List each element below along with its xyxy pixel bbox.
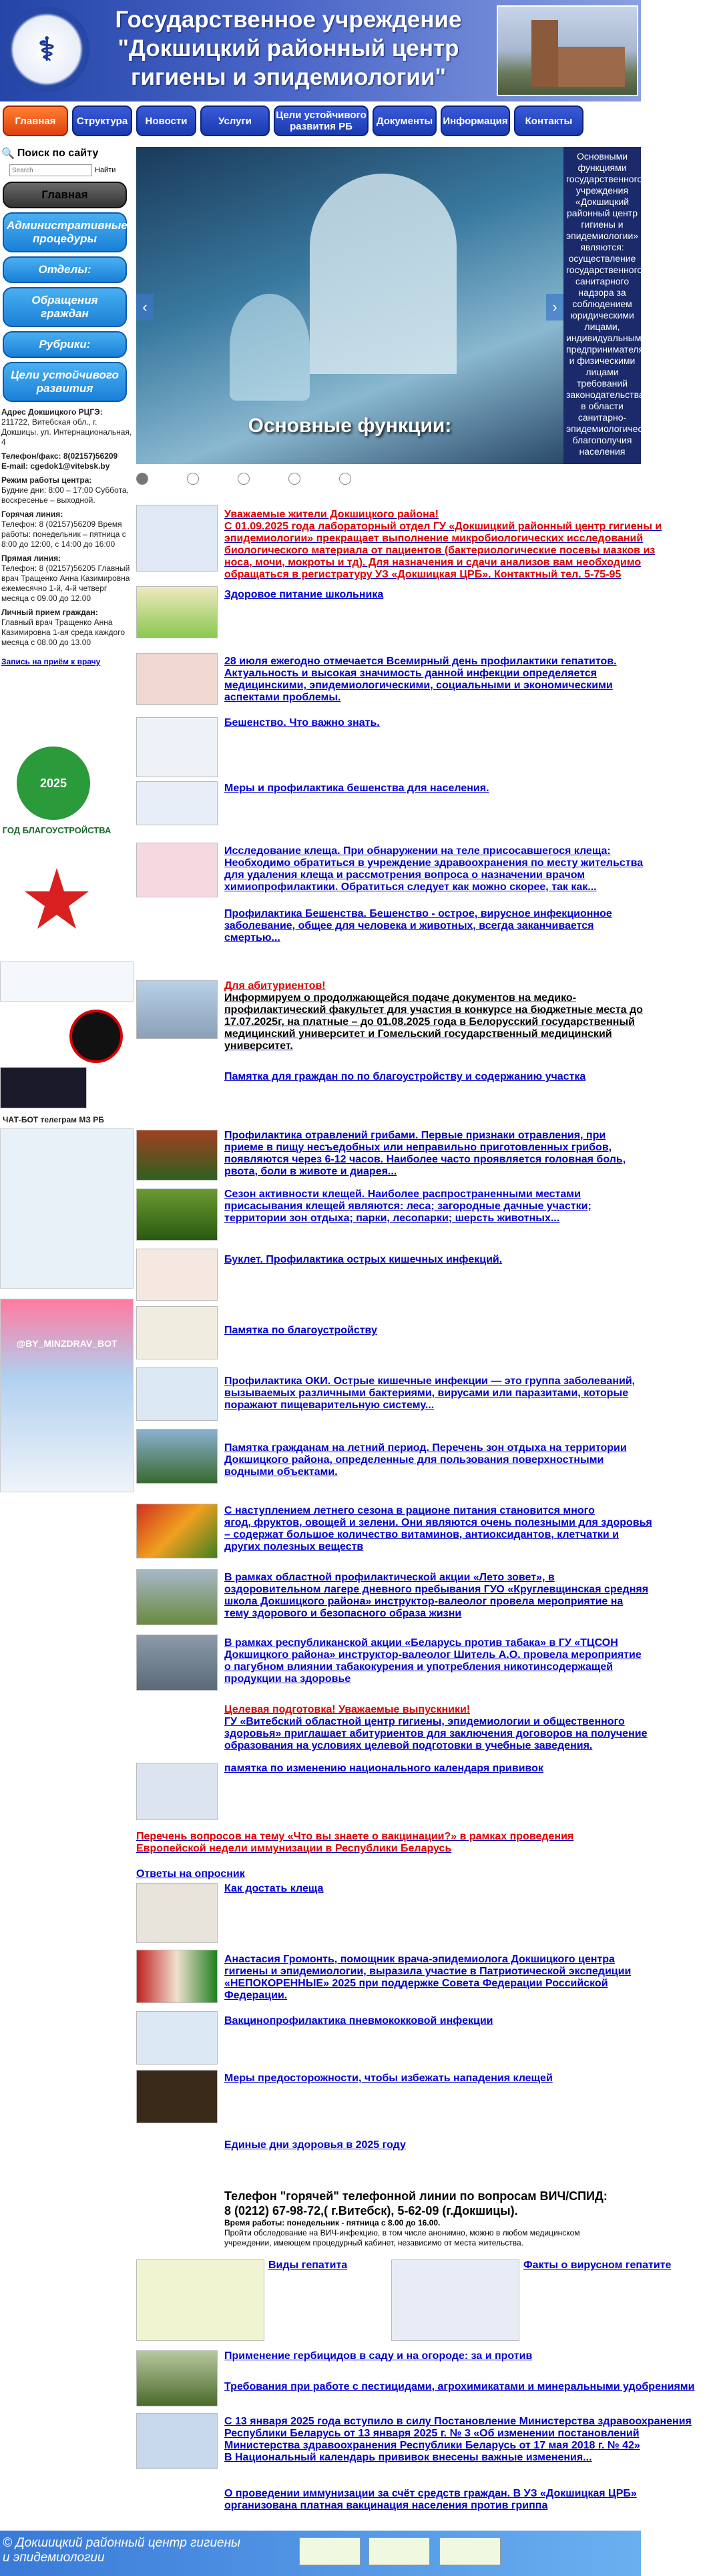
slider-dot[interactable] (136, 473, 148, 485)
news-item[interactable]: В рамках республиканской акции «Беларусь против табака» в ГУ «ТЦСОН Докшицкого района» инструктор-валеолог Шитель А.О. провела мероприятие о пагубном влиянии табакокурения и употребления никотинсодержащей продукции на здоровье (136, 1635, 641, 1691)
scientist-figure (310, 174, 457, 374)
news-item[interactable]: Памятка для граждан по по благоустройству и содержанию участка (136, 1068, 641, 1122)
nav-sustainable-goals[interactable]: Цели устойчивого развития РБ (274, 105, 369, 136)
nav-information[interactable]: Информация (441, 105, 510, 136)
slider-dots (136, 473, 351, 485)
news-thumbnail (136, 1130, 218, 1180)
nav-home[interactable]: Главная (3, 105, 68, 136)
chat-bot-handle: @BY_MINZDRAV_BOT (16, 1338, 117, 1349)
news-item[interactable]: Перечень вопросов на тему «Что вы знаете о вакцинации?» в рамках проведения Европейской недели иммунизации в Республики Беларусь (136, 1831, 574, 1854)
news-thumbnail (136, 2260, 264, 2341)
personal-reception-title: Личный прием граждан: (1, 608, 98, 617)
slider-dot[interactable] (288, 473, 300, 485)
news-thumbnail (136, 1068, 218, 1122)
news-item[interactable]: С 13 января 2025 года вступило в силу Постановление Министерства здравоохранения Республики Беларусь от 13 января 2025 г. № 3 «Об изменении постановлений Министерства здравоохранения Республики Беларусь от 17 мая 2018 г. № 42» В Национальный календарь прививок внесены важные изменения... (136, 2413, 641, 2469)
search-title-text: Поиск по сайту (17, 148, 99, 159)
news-thumbnail (136, 2131, 218, 2183)
news-thumbnail (136, 2011, 218, 2065)
news-item[interactable]: Целевая подготовка! Уважаемые выпускники! ГУ «Витебский областной центр гигиены, эпидемиологии и общественного здоровья» приглашает абитуриентов для заключения договоров на получение образования на условиях целевой подготовки в учебные заведения. (136, 1701, 641, 1757)
news-item[interactable] (136, 2260, 672, 2341)
church-body-shape (558, 47, 625, 87)
news-thumbnail (136, 1189, 218, 1241)
news-item[interactable]: Для абитуриентов! Информируем о продолжающейся подаче документов на медико- профилактический факультет для участия в конкурсе на бюджетные места до 17.07.2025г, на платные – до 01.08.2025 года в Белорусский государственный медицинский университет и Гомельский государственный медицинский университет. (136, 980, 641, 1052)
news-item[interactable]: Меры предосторожности, чтобы избежать нападения клещей (136, 2070, 641, 2123)
search-button[interactable]: Найти (95, 166, 116, 174)
site-title-line2: "Докшицкий районный центр (117, 35, 459, 61)
site-title-line1: Государственное учреждение (115, 7, 462, 33)
direct-line-title: Прямая линия: (1, 554, 61, 563)
news-thumbnail (136, 586, 218, 638)
youth-belarus-banner[interactable] (0, 1067, 87, 1108)
slider-dot[interactable] (187, 473, 199, 485)
news-thumbnail (136, 1950, 218, 2003)
news-thumbnail (136, 1569, 218, 1625)
news-thumbnail (136, 1504, 218, 1558)
news-item[interactable]: Буклет. Профилактика острых кишечных инфекций. (136, 1249, 641, 1301)
stop-banner[interactable] (0, 1007, 134, 1060)
site-title-line3: гигиены и эпидемиологии" (130, 64, 447, 90)
news-item[interactable] (136, 505, 662, 581)
news-thumbnail (136, 1701, 218, 1757)
news-item[interactable]: Профилактика Бешенства. Бешенство - острое, вирусное инфекционное заболевание, общее для человека и животных, всегда заканчивается смертью... (136, 908, 641, 949)
news-thumbnail (136, 1883, 218, 1943)
side-btn-rubrics[interactable]: Рубрики: (3, 331, 127, 358)
side-btn-departments[interactable]: Отделы: (3, 256, 127, 283)
search-title (0, 144, 134, 163)
news-item[interactable]: Профилактика ОКИ. Острые кишечные инфекции — это группа заболеваний, вызываемых различными бактериями, вирусами или паразитами, которые поражают пищеварительную систему... (136, 1367, 641, 1421)
slider-caption: Основные функции: (248, 415, 452, 437)
news-item[interactable]: Применение гербицидов в саду и на огороде: за и против (136, 2350, 641, 2406)
search-row (0, 163, 134, 178)
news-item[interactable]: Исследование клеща. При обнаружении на теле присосавшегося клеща: Необходимо обратиться в учреждение здравоохранения по месту жительства для удаления клеща и рассмотрения вопроса о назначении врачом химиопрофилактики. Обратиться следует как можно скорее, так как... (136, 843, 641, 897)
news-item[interactable]: Ответы на опросник (136, 1868, 245, 1880)
church-tower-shape (531, 20, 558, 87)
news-item[interactable]: В рамках областной профилактической акции «Лето зовет», в оздоровительном лагере дневного пребывания ГУО «Круглевщинская средняя школа Докшицкого района» инструктор-валеолог провела мероприятие на тему здорового и безопасного образа жизни (136, 1569, 641, 1625)
side-btn-home[interactable]: Главная (3, 182, 127, 208)
footer-copyright (3, 2536, 240, 2565)
address-block (0, 406, 134, 649)
footer-partner-badge[interactable] (299, 2537, 361, 2565)
phone-text: Телефон/факс: 8(02157)56209 (1, 451, 118, 461)
news-item[interactable]: Памятка гражданам на летний период. Перечень зон отдыха на территории Докшицкого района, определенные для пользования поверхностными водными объектами. (136, 1429, 641, 1484)
footer-line2: и эпидемиологии (3, 2551, 105, 2565)
main-nav (0, 105, 641, 139)
news-thumbnail (136, 653, 218, 705)
minzdrav-bot-banner[interactable] (0, 1299, 134, 1492)
news-thumbnail (136, 1306, 218, 1359)
news-thumbnail (136, 2413, 218, 2469)
sidebar (0, 144, 134, 668)
news-item[interactable]: Вакцинопрофилактика пневмококковой инфекции (136, 2011, 641, 2065)
nav-structure[interactable]: Структура (72, 105, 132, 136)
church-photo (497, 5, 638, 96)
personal-reception-text: Главный врач Тращенко Анна Казимировна 1-ая среда каждого месяца с 08.00 до 13.00 (1, 618, 125, 647)
star-icon (23, 868, 90, 935)
news-thumbnail (136, 1429, 218, 1484)
image-slider (136, 147, 563, 464)
address-text: 211722, Витебская обл., г. Докшицы, ул. Интернациональная, 4 (1, 417, 132, 447)
side-btn-appeals[interactable]: Обращения граждан (3, 287, 127, 327)
news-thumbnail (136, 1763, 218, 1820)
direct-line-text: Телефон: 8 (02157)56205 Главный врач Тращенко Анна Казимировна ежемесячно 1-й, 4-й четверг месяца с 09.00 до 12.00 (1, 564, 130, 603)
stop-sign-icon (69, 1010, 123, 1063)
news-thumbnail (136, 1249, 218, 1301)
news-thumbnail (136, 505, 218, 572)
caduceus-logo-icon: ⚕ (4, 7, 89, 92)
hotline-title: Горячая линия: (1, 509, 63, 519)
news-thumbnail (136, 781, 218, 825)
chat-bot-info-banner[interactable] (0, 1128, 134, 1289)
nav-documents[interactable]: Документы (373, 105, 437, 136)
victory-star-banner[interactable] (0, 861, 113, 948)
news-item[interactable]: Как достать клеща (136, 1883, 641, 1943)
nav-contacts[interactable]: Контакты (514, 105, 583, 136)
nav-news[interactable]: Новости (136, 105, 196, 136)
news-item[interactable]: 28 июля ежегодно отмечается Всемирный день профилактики гепатитов. Актуальность и высокая значимость данной инфекции определяется медицинскими, эпидемиологическими, социальными и экономическими аспектами проблемы. (136, 653, 641, 705)
news-thumbnail (136, 980, 218, 1039)
chat-bot-label: ЧАТ-БОТ телеграм МЗ РБ (3, 1115, 104, 1124)
footer-partner-badge[interactable] (439, 2537, 501, 2565)
news-text: Уважаемые жители Докшицкого района! С 01.09.2025 года лабораторный отдел ГУ «Докшицкий районный центр гигиены и эпидемиологии» прекращает выполнение микробиологических исследований биологического материала от пациентов (бактериологические посевы мазков из носа, мочи, мокроты и тд). Для назначения и сдачи анализов вам необходимо обращаться в регистратуру УЗ «Докшицкая ЦРБ». Контактный тел. 5-75-95 (224, 509, 662, 580)
hotline-text: Телефон: 8 (02157)56209 Время работы: понедельник – пятница с 8:00 до 12:00, с 14:00 до 16:00 (1, 519, 126, 549)
news-thumbnail (136, 908, 218, 949)
email-text: E-mail: cgedok1@vitebsk.by (1, 461, 110, 471)
news-item[interactable]: О проведении иммунизации за счёт средств граждан. В УЗ «Докшицкая ЦРБ» организована платная вакцинация населения против гриппа (224, 2488, 637, 2511)
address-title: Адрес Докшицкого РЦГЭ: (1, 407, 103, 417)
side-btn-sustainable-goals[interactable]: Цели устойчивого развития (3, 362, 127, 402)
news-thumbnail (136, 717, 218, 777)
news-thumbnail (391, 2260, 519, 2341)
side-btn-admin-procedures[interactable]: Административные процедуры (3, 212, 127, 252)
news-item[interactable]: Профилактика отравлений грибами. Первые признаки отравления, при приеме в пищу несъедобных или неправильно приготовленных грибов, появляются через 6-12 часов. Наиболее часто проявляется головная боль, рвота, боли в животе и диарея... (136, 1130, 641, 1180)
search-icon: 🔍 (1, 148, 15, 160)
news-thumbnail (136, 1367, 218, 1421)
hepatitis-facts-link[interactable]: Факты о вирусном гепатите (523, 2260, 672, 2271)
news-item[interactable]: Сезон активности клещей. Наиболее распространенными местами присасывания клещей являются: леса; загородные дачные участки; территории зон отдыха; парки, лесопарки; шерсть животных... (136, 1189, 641, 1241)
news-item[interactable]: С наступлением летнего сезона в рационе питания становится много ягод, фруктов, овощей и зелени. Они являются очень полезными для здоровья – содержат большое количество витаминов, антиоксидантов, клетчатки и других полезных веществ (136, 1504, 641, 1558)
news-item[interactable]: памятка по изменению национального календаря прививок (136, 1763, 641, 1820)
slider-next-icon[interactable]: › (546, 294, 563, 320)
slider-side-text: Основными функциями государственного учреждения «Докшицкий районный центр гигиены и эпидемиологии» являются: осуществление государственного санитарного надзора за соблюдением юридическими лицами, индивидуальными предпринимателями и физическими лицами требований законодательства в области санитарно-эпидемиологического благополучия населения (563, 147, 641, 464)
news-item[interactable]: Требования при работе с пестицидами, агрохимикатами и минеральными удобрениями (224, 2381, 695, 2392)
news-thumbnail (136, 843, 218, 897)
slider-prev-icon[interactable]: ‹ (136, 294, 154, 320)
news-thumbnail (136, 2070, 218, 2123)
year-label: ГОД БЛАГОУСТРОЙСТВА (2, 825, 111, 835)
footer-line1: © Докшицкий районный центр гигиены (3, 2536, 241, 2550)
news-item[interactable]: Здоровое питание школьника (136, 586, 641, 638)
hours-text: Будние дни: 8:00 – 17:00 Суббота, воскресенье – выходной. (1, 485, 129, 505)
year-number: 2025 (17, 746, 90, 820)
news-item[interactable]: Бешенство. Что важно знать. (136, 717, 641, 777)
search-input[interactable] (9, 164, 92, 176)
news-item[interactable]: Телефон "горячей" телефонной линии по вопросам ВИЧ/СПИД: 8 (0212) 67-98-72,( г.Витебск), 5-62-09 (г.Докшицы). Время работы: понедельник - пятница с 8.00 до 16.00. Пройти обследование на ВИЧ-инфекцию, в том числе анонимно, можно в любом медицинском учреждении, имеющем процедурный кабинет, независимо от места жительства. (136, 2189, 641, 2249)
healthy-cities-banner[interactable] (0, 961, 134, 1002)
site-title (88, 5, 489, 91)
site-footer (0, 2531, 641, 2576)
flask-shape (230, 294, 310, 401)
site-header (0, 0, 641, 101)
news-thumbnail (136, 1635, 218, 1691)
news-thumbnail (136, 2189, 218, 2249)
news-item[interactable]: Памятка по благоустройству (136, 1306, 641, 1359)
nav-services[interactable]: Услуги (200, 105, 270, 136)
slider-dot[interactable] (238, 473, 250, 485)
appointment-link[interactable]: Запись на приём к врачу (1, 657, 101, 666)
news-item[interactable]: Меры и профилактика бешенства для населения. (136, 781, 641, 825)
slider-dot[interactable] (339, 473, 351, 485)
news-item[interactable]: Единые дни здоровья в 2025 году (136, 2131, 641, 2183)
footer-partner-badge[interactable] (369, 2537, 430, 2565)
hours-title: Режим работы центра: (1, 475, 92, 485)
news-item[interactable]: Анастасия Громонть, помощник врача-эпидемиолога Докшицкого центра гигиены и эпидемиологии, выразила участие в Патриотической экспедиции «НЕПОКОРЕННЫЕ» 2025 при поддержке Совета Федерации Российской Федерации. (136, 1950, 641, 2003)
hepatitis-types-link[interactable]: Виды гепатита (268, 2260, 348, 2271)
year-of-improvement-banner[interactable] (0, 746, 113, 847)
